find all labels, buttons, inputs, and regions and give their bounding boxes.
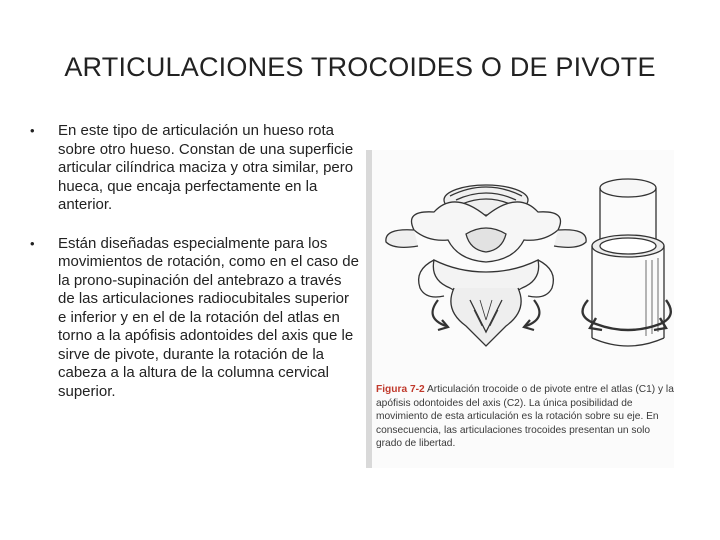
figure-caption bbox=[376, 383, 676, 451]
figure-label: Figura 7-2 bbox=[376, 384, 425, 395]
bullet-marker: • bbox=[30, 235, 35, 251]
bullet-list bbox=[30, 122, 360, 401]
bullet-item bbox=[30, 122, 360, 215]
bullet-marker: • bbox=[30, 123, 35, 138]
bullet-text: Están diseñadas especialmente para los movimientos de rotación, como en el caso de la prono-supinación del antebrazo a través de las articulaciones radiocubitales superior e inferior y en el de la rotación del atlas en torno a la apófisis adontoides del axis que le sirve de pivote, durante la rotación de la cabeza a la altura de la columna cervical superior. bbox=[58, 234, 359, 400]
vertebra-drawing bbox=[386, 185, 586, 346]
bullet-item bbox=[30, 235, 360, 402]
vertebra-pivot-illustration bbox=[374, 150, 674, 375]
scan-edge bbox=[366, 150, 372, 468]
figure-caption-text: Articulación trocoide o de pivote entre el atlas (C1) y la apófisis odontoides del axis (C2). La única posibilidad de movimiento de esta articulación es la rotación sobre su eje. En consecuencia, las articulaciones trocoides presentan un solo grado de libertad. bbox=[376, 384, 674, 449]
slide-title: ARTICULACIONES TROCOIDES O DE PIVOTE bbox=[64, 52, 656, 82]
bullet-text: En este tipo de articulación un hueso rota sobre otro hueso. Constan de una superficie articular cilíndrica maciza y otra similar, pero hueca, que encaja perfectamente en la anterior. bbox=[58, 122, 354, 213]
pivot-cylinder-model bbox=[583, 179, 671, 346]
